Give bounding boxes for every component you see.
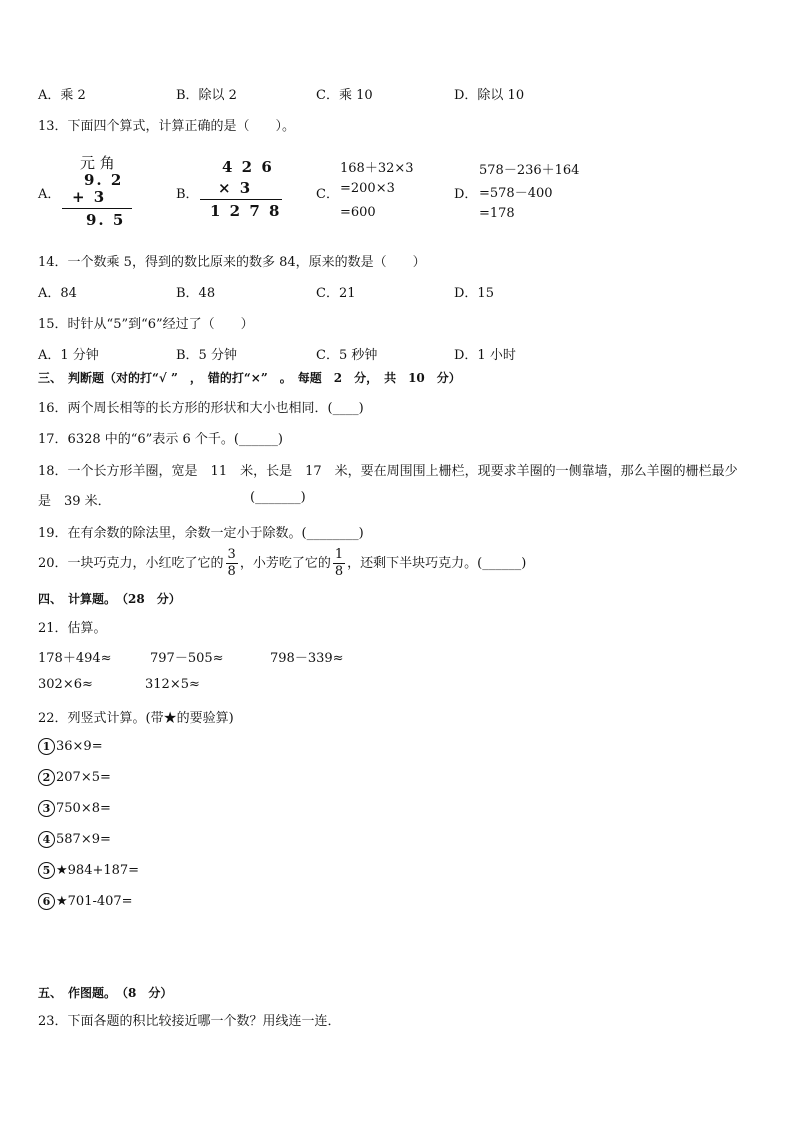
- q13-c-line3: =600: [340, 205, 376, 220]
- q12-option-a: A．乘 2: [38, 88, 86, 103]
- q13-stem: 13．下面四个算式，计算正确的是（ ）。: [38, 119, 296, 134]
- q21-item-1: 178＋494≈: [38, 651, 112, 666]
- q13-c-line2: =200×3: [340, 181, 395, 196]
- q22-item-2: [38, 769, 111, 786]
- fraction-2-numerator: 1: [334, 547, 344, 562]
- q21-item-4: 302×6≈: [38, 677, 93, 692]
- q13-c-line1: 168＋32×3: [340, 161, 414, 176]
- q22-item-1: [38, 738, 103, 755]
- fraction-1-numerator: 3: [227, 547, 236, 562]
- q13-option-d-label: D．: [454, 187, 478, 202]
- q13-a-plus: + 3: [72, 188, 107, 206]
- circled-number-5: 5: [38, 862, 55, 879]
- fraction-1-denominator: 8: [227, 564, 236, 579]
- q20-part3: ，还剩下半块巧克力。(______): [347, 556, 527, 571]
- q13-b-mul: × 3: [218, 179, 253, 197]
- q20-part2: ，小芳吃了它的: [239, 556, 331, 571]
- q22-item-4-text: 587×9=: [56, 832, 111, 847]
- q21-stem: 21．估算。: [38, 621, 107, 636]
- q22-item-6: [38, 893, 133, 910]
- q14-option-c: C．21: [316, 286, 356, 301]
- q22-item-3: [38, 800, 111, 817]
- circled-number-6: 6: [38, 893, 55, 910]
- q20: [38, 546, 526, 582]
- q13-b-result: 1 2 7 8: [210, 202, 282, 220]
- q17: 17．6328 中的“6”表示 6 个千。(______): [38, 432, 284, 447]
- q22-stem: 22．列竖式计算。(带★的要验算): [38, 711, 234, 726]
- q13-d-line3: =178: [479, 206, 515, 221]
- q14-stem: 14．一个数乘 5，得到的数比原来的数多 84，原来的数是（ ）: [38, 255, 426, 270]
- q22-item-1-text: 36×9=: [56, 739, 103, 754]
- q22-item-5: [38, 862, 139, 879]
- q13-a-header: 元 角: [80, 154, 115, 172]
- q16: 16．两个周长相等的长方形的形状和大小也相同．(____): [38, 401, 364, 416]
- q18-answer-blank: (_______): [250, 490, 306, 505]
- q13-d-line2: =578－400: [479, 186, 553, 201]
- q12-option-c: C．乘 10: [316, 88, 373, 103]
- q13-a-top: 9. 2: [84, 171, 124, 189]
- q22-item-4: [38, 831, 111, 848]
- q13-option-a-label: A．: [38, 187, 61, 202]
- circled-number-2: 2: [38, 769, 55, 786]
- q13-a-rule: [62, 208, 132, 209]
- q18-line1: 18．一个长方形羊圈，宽是 11 米，长是 17 米，要在周围围上栅栏，现要求羊圈的一侧靠墙，那么羊圈的栅栏最少: [38, 464, 738, 479]
- q15-stem: 15．时针从“5”到“6”经过了（ ）: [38, 317, 254, 332]
- q19: 19．在有余数的除法里，余数一定小于除数。(________): [38, 526, 364, 541]
- fraction-three-eighths: [226, 547, 238, 580]
- q14-option-a: A．84: [38, 286, 77, 301]
- q13-b-top: 4 2 6: [222, 158, 274, 176]
- q12-option-b: B．除以 2: [176, 88, 237, 103]
- q22-item-5-text: ★984+187=: [56, 863, 140, 878]
- q22-item-2-text: 207×5=: [56, 770, 111, 785]
- section-5-heading: 五、 作图题。 （8 分）: [38, 986, 173, 1000]
- circled-number-1: 1: [38, 738, 55, 755]
- fraction-2-denominator: 8: [334, 564, 344, 579]
- q23-stem: 23．下面各题的积比较接近哪一个数？用线连一连．: [38, 1014, 341, 1029]
- q21-item-5: 312×5≈: [145, 677, 200, 692]
- q22-item-3-text: 750×8=: [56, 801, 111, 816]
- q15-option-d: D．1 小时: [454, 348, 516, 363]
- circled-number-4: 4: [38, 831, 55, 848]
- q15-option-b: B．5 分钟: [176, 348, 237, 363]
- circled-number-3: 3: [38, 800, 55, 817]
- q15-option-c: C．5 秒钟: [316, 348, 378, 363]
- q13-a-result: 9. 5: [86, 211, 126, 229]
- q21-item-3: 798－339≈: [270, 651, 344, 666]
- q20-part1: 20．一块巧克力，小红吃了它的: [38, 556, 224, 571]
- q15-option-a: A．1 分钟: [38, 348, 99, 363]
- fraction-one-eighth: [333, 547, 345, 580]
- q14-option-b: B．48: [176, 286, 216, 301]
- q13-option-c-label: C．: [316, 187, 339, 202]
- q22-item-6-text: ★701-407=: [56, 894, 133, 909]
- q21-item-2: 797－505≈: [150, 651, 224, 666]
- section-4-heading: 四、 计算题。 （28 分）: [38, 592, 181, 606]
- q14-option-d: D．15: [454, 286, 494, 301]
- q13-d-line1: 578－236＋164: [479, 163, 580, 178]
- q12-option-d: D．除以 10: [454, 88, 525, 103]
- q13-b-rule: [200, 199, 282, 200]
- section-3-heading: 三、 判断题（对的打“√ ” ， 错的打“×” 。 每题 2 分， 共 10 分）: [38, 371, 461, 385]
- q18-line2: 是 39 米．: [38, 494, 111, 509]
- q13-option-b-label: B．: [176, 187, 199, 202]
